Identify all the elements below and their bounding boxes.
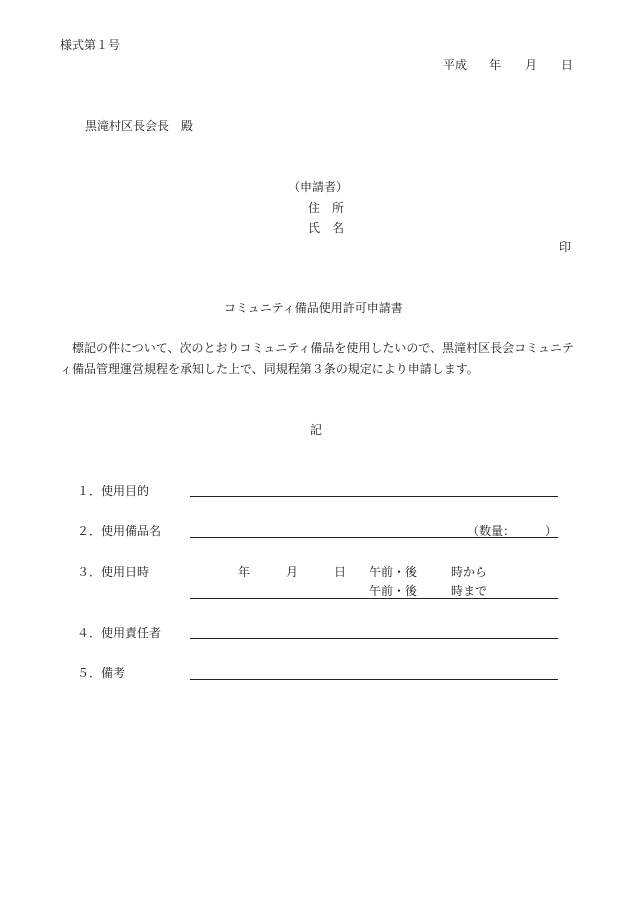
purpose-entry-line[interactable] — [190, 496, 558, 497]
responsible-entry-line[interactable] — [190, 638, 558, 639]
item-label: １．使用目的 — [77, 484, 150, 498]
equipment-entry-line[interactable] — [190, 537, 558, 538]
datetime-month: 月 — [286, 565, 299, 579]
datetime-year: 年 — [238, 565, 251, 579]
item-label: ３．使用日時 — [77, 565, 150, 579]
item-label: ４．使用責任者 — [77, 626, 162, 640]
date-year: 年 — [489, 58, 502, 72]
start-ampm: 午前・後 — [369, 565, 418, 579]
document-title: コミュニティ備品使用許可申請書 — [224, 301, 403, 315]
seal-mark: 印 — [559, 240, 572, 254]
start-time-suffix: 時から — [451, 565, 488, 579]
item-label: ５．備考 — [77, 666, 126, 680]
address-label: 住 所 — [308, 201, 345, 215]
end-ampm: 午前・後 — [369, 584, 418, 598]
quantity-label: （数量： ） — [467, 524, 558, 538]
body-text-line-1: 標記の件について、次のとおりコミュニティ備品を使用したいので、黒滝村区長会コミュニテ — [72, 341, 574, 355]
addressee: 黒滝村区長会長 殿 — [85, 119, 194, 133]
date-era: 平成 — [443, 58, 468, 72]
item-label: ２．使用備品名 — [77, 524, 162, 538]
name-label: 氏 名 — [308, 221, 345, 235]
form-number: 様式第１号 — [60, 38, 121, 52]
date-day: 日 — [561, 58, 574, 72]
datetime-entry-line[interactable] — [190, 598, 558, 599]
date-month: 月 — [525, 58, 538, 72]
applicant-heading: （申請者） — [288, 180, 349, 194]
remarks-entry-line[interactable] — [190, 679, 558, 680]
datetime-day: 日 — [334, 565, 347, 579]
ki-heading: 記 — [310, 423, 323, 437]
end-time-suffix: 時まで — [451, 584, 488, 598]
body-text-line-2: ィ備品管理運営規程を承知した上で、同規程第３条の規定により申請します。 — [60, 362, 479, 376]
